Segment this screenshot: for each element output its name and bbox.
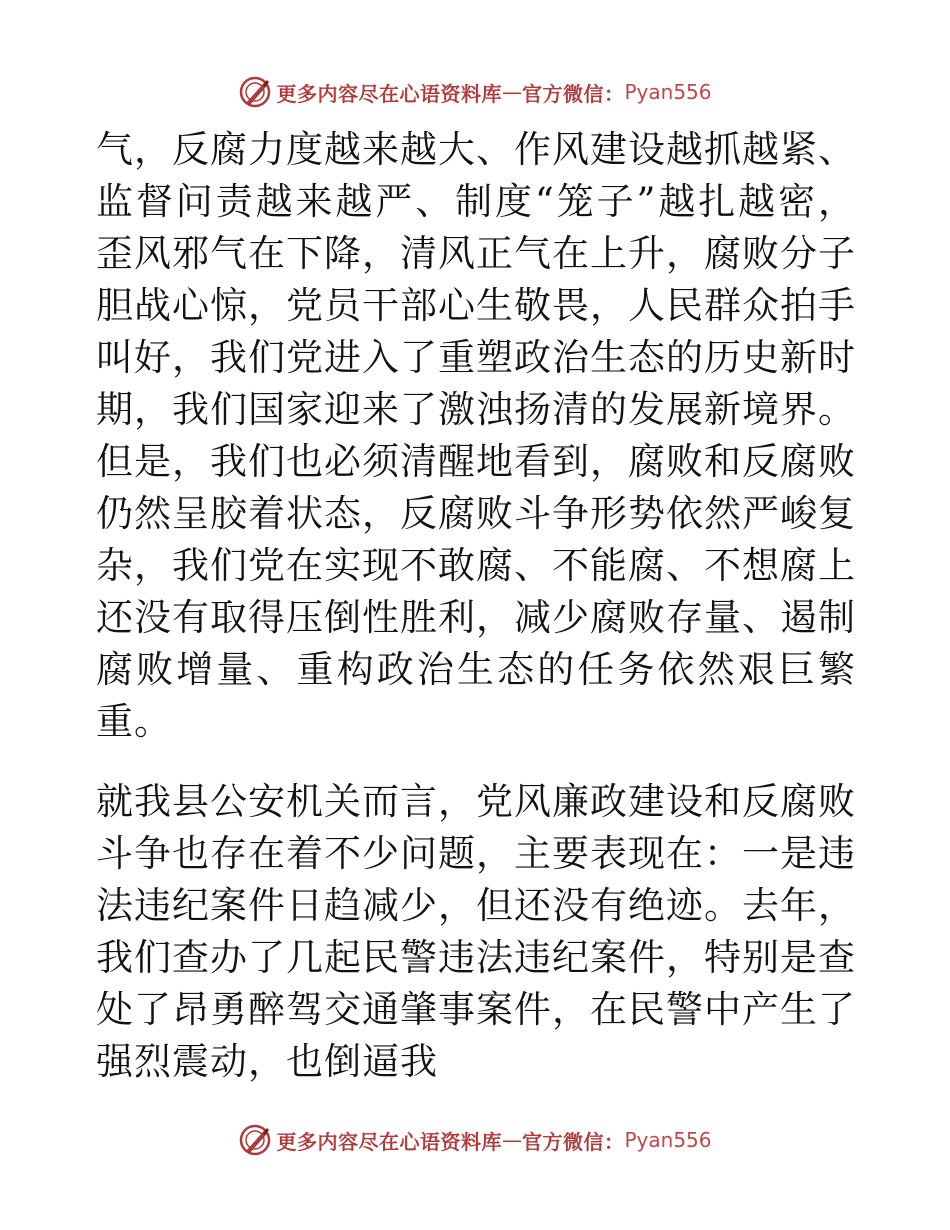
header-watermark: [0, 72, 950, 112]
watermark-label: 更多内容尽在心语资料库: [276, 81, 502, 106]
watermark-contact-label: 官方微信：: [521, 81, 625, 106]
watermark-label: 更多内容尽在心语资料库: [276, 1129, 502, 1154]
watermark-separator: —: [501, 1128, 522, 1152]
watermark-contact-id: Pyan556: [624, 80, 712, 104]
footer-watermark: [0, 1120, 950, 1160]
pen-logo-icon: [238, 75, 272, 109]
watermark-contact-label: 官方微信：: [521, 1129, 625, 1154]
body-paragraph: 就我县公安机关而言，党风廉政建设和反腐败斗争也存在着不少问题，主要表现在：一是违法违纪案件日趋减少，但还没有绝迹。去年，我们查办了几起民警违法违纪案件，特别是查处了昂勇醉驾交通肇事案件，在民警中产生了强烈震动，也倒逼我: [96, 780, 856, 1083]
pen-logo-icon: [238, 1123, 272, 1157]
watermark-contact-id: Pyan556: [624, 1128, 712, 1152]
watermark-separator: —: [501, 80, 522, 104]
body-paragraph: 气，反腐力度越来越大、作风建设越抓越紧、监督问责越来越严、制度“笼子”越扎越密，歪风邪气在下降，清风正气在上升，腐败分子胆战心惊，党员干部心生敬畏，人民群众拍手叫好，我们党进入了重塑政治生态的历史新时期，我们国家迎来了激浊扬清的发展新境界。但是，我们也必须清醒地看到，腐败和反腐败仍然呈胶着状态，反腐败斗争形势依然严峻复杂，我们党在实现不敢腐、不能腐、不想腐上还没有取得压倒性胜利，减少腐败存量、遏制腐败增量、重构政治生态的任务依然艰巨繁重。: [96, 128, 856, 743]
document-body: [96, 124, 856, 1088]
